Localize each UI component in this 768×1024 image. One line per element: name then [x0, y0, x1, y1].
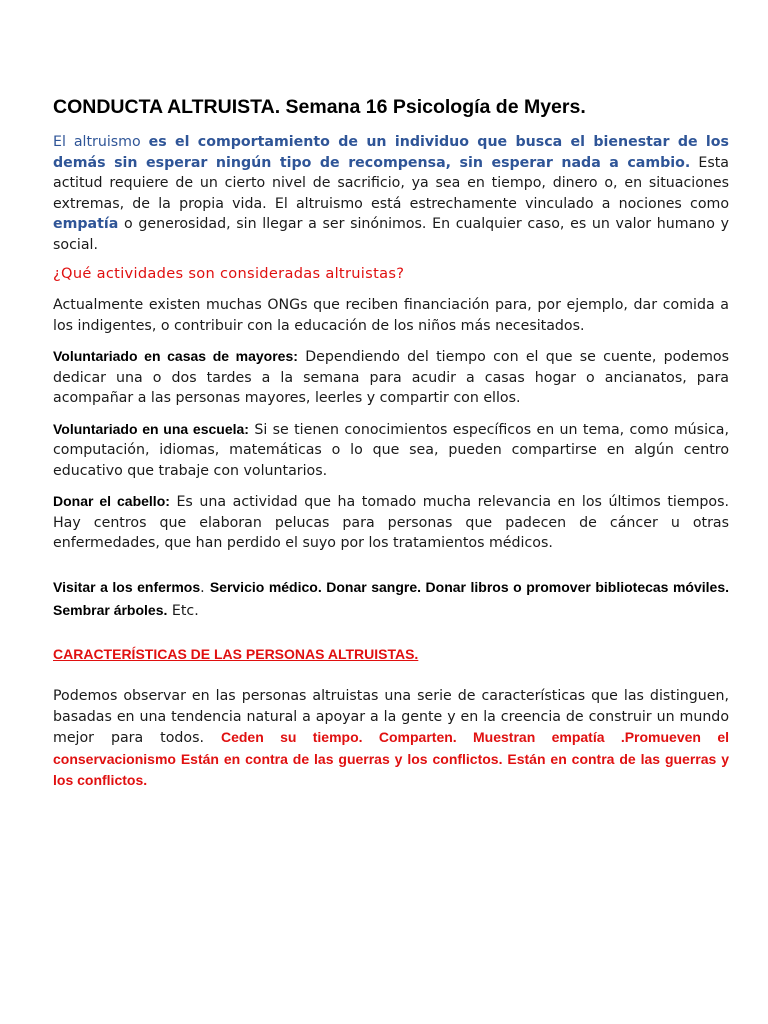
characteristics-paragraph — [53, 686, 729, 792]
activity-escuela — [53, 419, 729, 482]
definition-text: es el comportamiento de un individuo que busca el bienestar de los demás sin esperar ningún tipo de recompensa, sin esperar nada a cambio. — [53, 134, 729, 171]
characteristics-heading: CARACTERÍSTICAS DE LAS PERSONAS ALTRUISTAS. — [53, 645, 419, 662]
other-activities — [53, 576, 729, 622]
other-b: . — [200, 579, 205, 596]
intro-continuation: Esta actitud requiere de un cierto nivel de sacrificio, ya sea en tiempo, dinero o, en situaciones extremas, de la propia vida. El altruismo está estrechamente vinculado a nociones como — [53, 154, 729, 212]
activity-text: Dependiendo del tiempo con el que se cuente, podemos dedicar una o dos tardes a la semana para acudir a casas hogar o ancianatos, para acompañar a las personas mayores, leerles y compartir con ellos. — [53, 349, 729, 406]
characteristics-red-text: Ceden su tiempo. Comparten. Muestran empatía .Promueven el conservacionismo Están en contra de las guerras y los conflictos. Están en contra de las guerras y los conflictos. — [53, 729, 729, 788]
activity-cabello — [53, 491, 729, 554]
empatia-link[interactable]: empatía — [53, 216, 119, 232]
intro-word-el: El — [53, 134, 66, 150]
activity-text: Es una actividad que ha tomado mucha relevancia en los últimos tiempos. Hay centros que elaboran pelucas para personas que padecen de cáncer u otras enfermedades, que han perdido el suyo por los tratamientos médicos. — [53, 494, 729, 551]
other-a: Visitar a los enfermos — [53, 578, 201, 595]
other-d: Etc. — [171, 602, 199, 619]
activity-mayores — [53, 346, 729, 409]
altruismo-link[interactable]: altruismo — [73, 134, 141, 150]
ongs-paragraph: Actualmente existen muchas ONGs que reciben financiación para, por ejemplo, dar comida a los indigentes, o contribuir con la educación de los niños más necesitados. — [53, 297, 729, 334]
activity-label: Voluntariado en una escuela: — [53, 420, 249, 437]
characteristics-text: Podemos observar en las personas altruistas una serie de características que las distinguen, basadas en una tendencia natural a apoyar a la gente y en la creencia de construir un mundo mejor para todos. — [53, 688, 729, 746]
question-heading: ¿Qué actividades son consideradas altruistas? — [53, 265, 405, 282]
page-title: CONDUCTA ALTRUISTA. Semana 16 Psicología de Myers. — [53, 96, 586, 118]
other-c: Servicio médico. Donar sangre. Donar libros o promover bibliotecas móviles. Sembrar árboles. — [53, 578, 730, 618]
activity-label: Donar el cabello: — [53, 493, 170, 509]
intro-ending: o generosidad, sin llegar a ser sinónimos. En cualquier caso, es un valor humano y social. — [53, 216, 730, 253]
intro-paragraph — [53, 132, 729, 255]
activity-label: Voluntariado en casas de mayores: — [53, 348, 298, 364]
document-page — [53, 94, 729, 792]
activity-text: Si se tienen conocimientos específicos en un tema, como música, computación, idiomas, matemáticas o lo que sea, pueden compartirse en algún centro educativo que trabaje con voluntarios. — [53, 421, 730, 479]
